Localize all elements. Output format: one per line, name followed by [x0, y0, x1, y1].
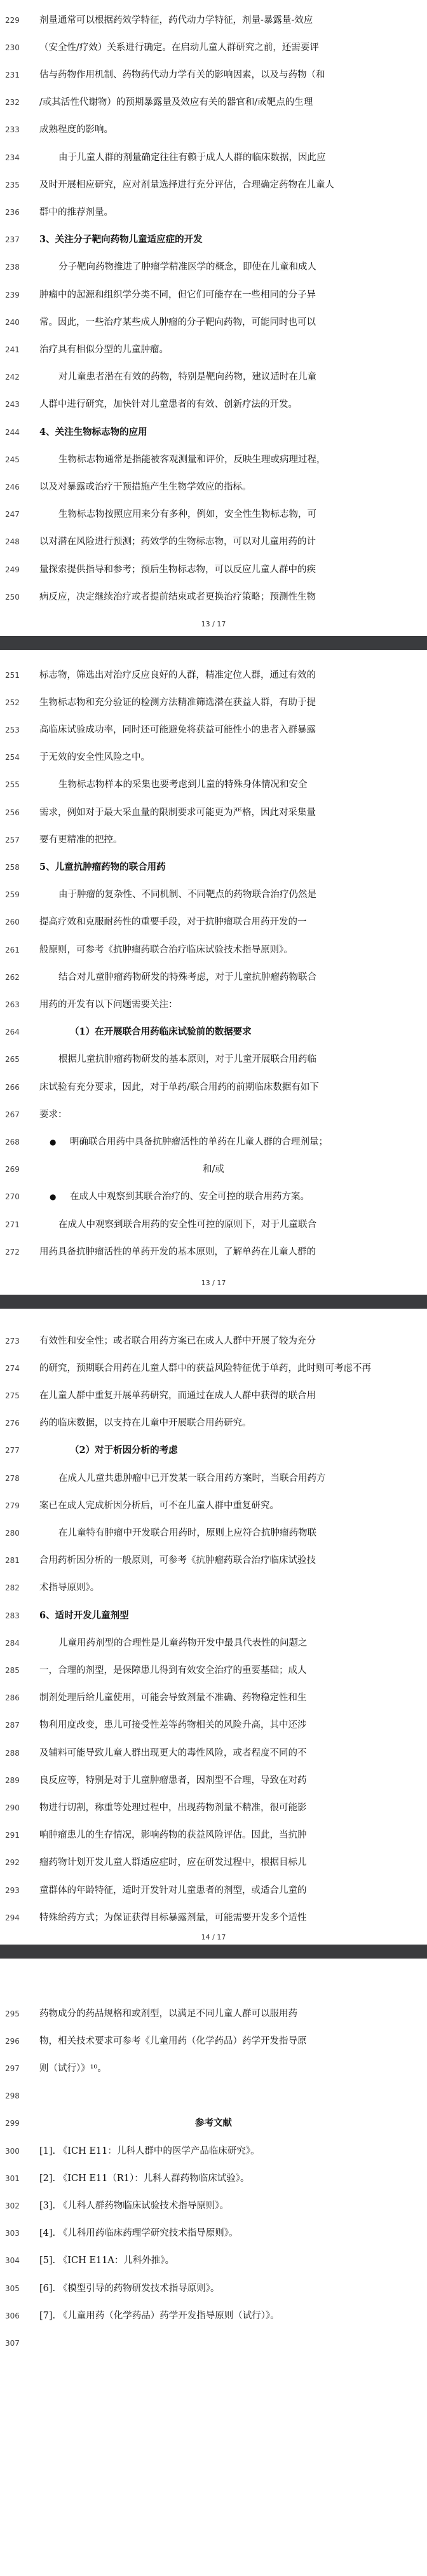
line-number: 306	[5, 2311, 20, 2320]
document-page	[0, 0, 427, 636]
line-number: 257	[5, 835, 20, 844]
line-text: 要求：	[39, 1109, 67, 1120]
line-text: 以对潜在风险进行预测；药效学的生物标志物，可以对儿童用药的计	[39, 537, 316, 548]
line-text: 及辅料可能导致儿童人群出现更大的毒性风险，或者程度不同的不	[39, 1747, 307, 1758]
page-separator	[0, 1295, 427, 1309]
document-line	[0, 476, 427, 497]
line-number: 266	[5, 1082, 20, 1092]
line-text: 用药具备抗肿瘤活性的单药开发的基本原则，了解单药在儿童人群的	[39, 1246, 316, 1257]
document-line	[0, 1715, 427, 1736]
line-number: 265	[5, 1055, 20, 1064]
line-text: 成熟程度的影响。	[39, 125, 113, 135]
line-number: 263	[5, 1000, 20, 1009]
line-number: 255	[5, 780, 20, 790]
line-text: （安全性/疗效）关系进行确定。在启动儿童人群研究之前，还需要评	[39, 42, 319, 53]
line-text: 药的临床数据，以支持在儿童中开展联合用药研究。	[39, 1418, 252, 1429]
document-page	[0, 650, 427, 1295]
line-text: 5、儿童抗肿瘤药物的联合用药	[39, 861, 166, 872]
document-line	[0, 1578, 427, 1599]
line-number: 293	[5, 1885, 20, 1895]
document-line	[0, 1214, 427, 1235]
line-number: 275	[5, 1391, 20, 1400]
line-number: 250	[5, 592, 20, 602]
line-number: 247	[5, 510, 20, 520]
line-number: 243	[5, 400, 20, 410]
document-line	[0, 1852, 427, 1873]
document-line	[0, 939, 427, 960]
document-page	[0, 1309, 427, 1945]
line-text: 物，相关技术要求可参考《儿童用药（化学药品）药学开发指导原	[39, 2035, 307, 2046]
line-number: 271	[5, 1220, 20, 1229]
document-line	[0, 719, 427, 740]
line-text: [3]. 《儿科人群药物临床试验技术指导原则》。	[39, 2200, 229, 2211]
line-number: 239	[5, 290, 20, 300]
line-number: 241	[5, 345, 20, 354]
document-line	[0, 885, 427, 906]
document-line	[0, 422, 427, 443]
document-line	[0, 312, 427, 333]
document-line	[0, 2058, 427, 2079]
line-text: 以及对暴露或治疗干预措施产生生物学效应的指标。	[39, 481, 252, 492]
document-line	[0, 120, 427, 141]
line-text: 参考文献	[195, 2118, 232, 2129]
line-number: 248	[5, 537, 20, 547]
line-number: 307	[5, 2338, 20, 2348]
line-text: 明确联合用药中具备抗肿瘤活性的单药在儿童人群的合理剂量；	[70, 1136, 328, 1147]
line-text: 标志物，筛选出对治疗反应良好的人群，精准定位人群，通过有效的	[39, 670, 316, 680]
document-line	[0, 339, 427, 360]
line-number: 296	[5, 2036, 20, 2046]
line-number: 258	[5, 862, 20, 872]
document-line	[0, 147, 427, 168]
line-number: 282	[5, 1583, 20, 1593]
document-line	[0, 367, 427, 388]
document-line	[0, 1440, 427, 1461]
document-page	[0, 1959, 427, 2576]
document-line	[0, 2278, 427, 2299]
line-number: 305	[5, 2283, 20, 2293]
line-text: 提高疗效和克服耐药性的重要手段，对于抗肿瘤联合用药开发的一	[39, 917, 307, 928]
line-number: 274	[5, 1363, 20, 1373]
line-number: 240	[5, 317, 20, 327]
line-text: 高临床试验成功率，同时还可能避免将获益可能性小的患者入群暴露	[39, 724, 316, 735]
line-text: 由于儿童人群的剂量确定往往有赖于成人人群的临床数据，因此应	[58, 152, 326, 163]
line-text: 及时开展相应研究，应对剂量选择进行充分评估，合理确定药物在儿童人	[39, 179, 334, 190]
line-text: 在成人儿童共患肿瘤中已开发某一联合用药方案时，当联合用药方	[58, 1473, 326, 1484]
line-text: 剂量通常可以根据药效学特征，药代动力学特征，剂量-暴露量-效应	[39, 15, 313, 25]
page-separator	[0, 636, 427, 650]
document-line	[0, 2140, 427, 2161]
line-text: 在儿童特有肿瘤中开发联合用药时，原则上应符合抗肿瘤药物联	[58, 1527, 316, 1538]
document-line	[0, 586, 427, 607]
line-number: 264	[5, 1028, 20, 1037]
line-text: 6、适时开发儿童剂型	[39, 1609, 129, 1621]
line-number: 285	[5, 1665, 20, 1675]
page-number: 13 / 17	[201, 620, 226, 628]
line-text: 生物标志物通常是指能被客观测量和评价，反映生理或病理过程，	[58, 454, 326, 465]
document-line	[0, 775, 427, 796]
line-text: 分子靶向药物推进了肿瘤学精准医学的概念，即使在儿童和成人	[58, 262, 316, 273]
document-line	[0, 1330, 427, 1351]
line-number: 290	[5, 1803, 20, 1812]
line-text: 响肿瘤患儿的生存情况，影响药物的获益风险评估。因此，当抗肿	[39, 1830, 307, 1841]
document-line	[0, 64, 427, 85]
document-line	[0, 1413, 427, 1434]
line-number: 245	[5, 455, 20, 464]
document-line	[0, 394, 427, 415]
line-number: 295	[5, 2009, 20, 2018]
document-line	[0, 1104, 427, 1125]
document-line	[0, 2305, 427, 2326]
line-number: 297	[5, 2063, 20, 2073]
line-text: 儿童用药剂型的合理性是儿童药物开发中最具代表性的问题之	[58, 1637, 308, 1648]
line-number: 254	[5, 753, 20, 762]
line-text: 术指导原则》。	[39, 1583, 100, 1594]
line-number: 289	[5, 1775, 20, 1785]
line-number: 236	[5, 207, 20, 217]
document-line	[0, 1159, 427, 1180]
document-line	[0, 257, 427, 278]
line-number: 267	[5, 1110, 20, 1119]
document-line	[0, 1797, 427, 1818]
line-number: 291	[5, 1831, 20, 1840]
line-number: 279	[5, 1501, 20, 1510]
line-number: 276	[5, 1419, 20, 1428]
document-line	[0, 92, 427, 113]
line-text: 需求，例如对于最大采血量的限制要求可能更为严格，因此对采集量	[39, 807, 316, 818]
document-line	[0, 994, 427, 1015]
line-number: 287	[5, 1721, 20, 1730]
line-text: 估与药物作用机制、药物药代动力学有关的影响因素，以及与药物（和	[39, 69, 325, 80]
line-number: 231	[5, 70, 20, 79]
line-number: 249	[5, 565, 20, 574]
line-text: [6]. 《模型引导的药物研发技术指导原则》。	[39, 2283, 220, 2294]
page-number: 13 / 17	[201, 1279, 226, 1287]
line-number: 284	[5, 1638, 20, 1648]
document-line	[0, 10, 427, 31]
document-line	[0, 37, 427, 58]
line-text: （1）在开展联合用药临床试验前的数据要求	[70, 1026, 252, 1038]
line-text: /或其活性代谢物）的预期暴露量及效应有关的器官和/或靶点的生理	[39, 97, 313, 108]
line-text: （2）对于析因分析的考虑	[70, 1445, 178, 1456]
line-text: 根据儿童抗肿瘤药物研发的基本原则，对于儿童开展联合用药临	[58, 1054, 316, 1065]
line-number: 304	[5, 2256, 20, 2266]
line-text: 床试验有充分要求，因此，对于单药/联合用药的前期临床数据有如下	[39, 1082, 319, 1092]
document-line	[0, 1688, 427, 1709]
line-text: 3、关注分子靶向药物儿童适应症的开发	[39, 234, 203, 245]
document-line	[0, 912, 427, 933]
line-text: 生物标志物样本的采集也要考虑到儿童的特殊身体情况和安全	[58, 780, 308, 790]
document-line	[0, 1385, 427, 1406]
document-line	[0, 1495, 427, 1516]
line-text: [4]. 《儿科用药临床药理学研究技术指导原则》。	[39, 2228, 238, 2239]
line-number: 283	[5, 1611, 20, 1620]
line-number: 234	[5, 153, 20, 162]
page-separator	[0, 1945, 427, 1959]
document-line	[0, 1022, 427, 1043]
document-line	[0, 1468, 427, 1489]
line-text: 的研究，预期联合用药在儿童人群中的获益风险特征优于单药，此时则可考虑不再	[39, 1363, 371, 1374]
document-line	[0, 1770, 427, 1791]
line-text: 药物成分的药品规格和或剂型，以满足不同儿童人群可以服用药	[39, 2008, 297, 2019]
line-text: [2]. 《ICH E11（R1）：儿科人群药物临床试验》。	[39, 2173, 250, 2184]
document-line	[0, 665, 427, 685]
line-number: 230	[5, 43, 20, 52]
document-line	[0, 532, 427, 553]
document-line	[0, 747, 427, 768]
line-number: 292	[5, 1858, 20, 1868]
line-number: 233	[5, 125, 20, 135]
document-line	[0, 1660, 427, 1681]
line-text: 特殊给药方式；为保证获得目标暴露剂量，可能需要开发多个适性	[39, 1912, 307, 1923]
document-line	[0, 504, 427, 525]
document-line	[0, 202, 427, 223]
line-text: 合用药析因分析的一般原则，可参考《抗肿瘤药联合治疗临床试验技	[39, 1555, 316, 1566]
line-number: 260	[5, 918, 20, 927]
line-number: 302	[5, 2201, 20, 2210]
document-line	[0, 1077, 427, 1098]
line-text: 在成人中观察到其联合治疗的、安全可控的联合用药方案。	[70, 1192, 309, 1202]
line-text: 案已在成人完成析因分析后，可不在儿童人群中重复研究。	[39, 1500, 279, 1511]
line-number: 272	[5, 1247, 20, 1257]
line-number: 262	[5, 972, 20, 982]
line-number: 278	[5, 1473, 20, 1483]
line-text: 用药的开发有以下问题需要关注：	[39, 999, 178, 1010]
document-line	[0, 1550, 427, 1571]
document-line	[0, 1049, 427, 1070]
line-number: 300	[5, 2146, 20, 2156]
line-number: 286	[5, 1693, 20, 1703]
document-line	[0, 2003, 427, 2024]
line-number: 277	[5, 1446, 20, 1456]
document-line	[0, 2086, 427, 2107]
bullet-icon: ●	[50, 1192, 57, 1202]
line-text: 常。因此，一些治疗某些成人肿瘤的分子靶向药物，可能同时也可以	[39, 317, 316, 327]
line-text: 量探索提供指导和参考；预后生物标志物，可以反应儿童人群中的疾	[39, 564, 316, 575]
line-text: 群中的推荐剂量。	[39, 207, 113, 217]
line-text: [1]. 《ICH E11：儿科人群中的医学产品临床研究》。	[39, 2146, 260, 2156]
line-number: 232	[5, 98, 20, 107]
line-text: 在成人中观察到联合用药的安全性可控的原则下，对于儿童联合	[58, 1219, 316, 1230]
document-line	[0, 2223, 427, 2244]
document-line	[0, 2332, 427, 2353]
line-number: 244	[5, 427, 20, 437]
document-line	[0, 1131, 427, 1152]
line-number: 251	[5, 670, 20, 680]
line-text: 一，合理的剂型，是保障患儿得到有效安全治疗的重要基础；成人	[39, 1665, 307, 1676]
document-line	[0, 1880, 427, 1901]
line-text: 在儿童人群中重复开展单药研究，而通过在成人人群中获得的联合用	[39, 1390, 316, 1401]
line-number: 253	[5, 725, 20, 734]
line-text: 病反应，决定继续治疗或者提前结束或者更换治疗策略；预测性生物	[39, 591, 316, 602]
line-text: 和/或	[203, 1164, 224, 1175]
line-text: [5]. 《ICH E11A：儿科外推》。	[39, 2256, 175, 2266]
document-line	[0, 692, 427, 713]
document-line	[0, 1605, 427, 1626]
line-text: 童群体的年龄特征，适时开发针对儿童患者的剂型，或适合儿童的	[39, 1885, 307, 1896]
line-number: 259	[5, 890, 20, 900]
document-line	[0, 2195, 427, 2216]
document-line	[0, 1241, 427, 1262]
line-number: 298	[5, 2091, 20, 2101]
line-number: 246	[5, 482, 20, 492]
document-line	[0, 829, 427, 850]
line-number: 242	[5, 373, 20, 382]
line-text: 人群中进行研究，加快针对儿童患者的有效、创新疗法的开发。	[39, 399, 297, 410]
document-line	[0, 1825, 427, 1846]
line-text: [7]. 《儿童用药（化学药品）药学开发指导原则（试行）》。	[39, 2310, 280, 2321]
line-text: 则（试行）》¹⁰。	[39, 2063, 107, 2074]
document-line	[0, 559, 427, 580]
document-line	[0, 449, 427, 470]
line-number: 238	[5, 263, 20, 272]
line-number: 256	[5, 808, 20, 817]
document-line	[0, 1907, 427, 1928]
document-line	[0, 1632, 427, 1653]
document-line	[0, 802, 427, 823]
document-line	[0, 284, 427, 305]
document-line	[0, 2168, 427, 2189]
line-text: 生物标志物和充分验证的检测方法精准筛选潜在获益人群，有助于提	[39, 697, 316, 708]
line-number: 273	[5, 1336, 20, 1346]
line-text: 治疗具有相似分型的儿童肿瘤。	[39, 344, 168, 355]
line-number: 269	[5, 1165, 20, 1174]
document-line	[0, 2030, 427, 2051]
line-number: 281	[5, 1556, 20, 1566]
line-number: 237	[5, 235, 20, 245]
line-text: 有效性和安全性；或者联合用药方案已在成人人群中开展了较为充分	[39, 1335, 316, 1346]
line-text: 良反应等，特别是对于儿童肿瘤患者，因剂型不合理，导致在对药	[39, 1775, 307, 1786]
line-number: 299	[5, 2119, 20, 2128]
document-line	[0, 857, 427, 878]
line-number: 229	[5, 15, 20, 25]
line-number: 235	[5, 180, 20, 189]
page-number: 14 / 17	[201, 1933, 226, 1941]
line-text: 般原则，可参考《抗肿瘤药联合治疗临床试验技术指导原则》。	[39, 944, 293, 955]
line-text: 物进行切割，称重等处理过程中，出现药物剂量不精准，很可能影	[39, 1802, 307, 1813]
line-text: 由于肿瘤的复杂性、不同机制、不同靶点的药物联合治疗仍然是	[58, 890, 316, 900]
document-line	[0, 2113, 427, 2134]
bullet-icon: ●	[50, 1137, 57, 1147]
line-number: 288	[5, 1748, 20, 1758]
line-number: 294	[5, 1913, 20, 1922]
document-line	[0, 174, 427, 195]
line-number: 303	[5, 2229, 20, 2238]
document-line	[0, 1187, 427, 1208]
document-line	[0, 230, 427, 251]
line-text: 要有更精准的把控。	[39, 834, 123, 845]
document-line	[0, 1522, 427, 1543]
line-number: 280	[5, 1528, 20, 1538]
line-text: 制剂处理后给儿童使用，可能会导致剂量不准确、药物稳定性和生	[39, 1693, 307, 1704]
line-text: 生物标志物按照应用来分有多种，例如，安全性生物标志物，可	[58, 509, 316, 520]
line-text: 于无效的安全性风险之中。	[39, 752, 150, 763]
document-line	[0, 1742, 427, 1763]
line-text: 瘤药物计划开发儿童人群适应症时，应在研发过程中，根据目标儿	[39, 1857, 307, 1868]
line-number: 261	[5, 945, 20, 954]
document-line	[0, 967, 427, 988]
line-text: 物利用度改变，患儿可接受性差等药物相关的风险升高，其中还涉	[39, 1720, 307, 1731]
line-text: 4、关注生物标志物的应用	[39, 426, 147, 437]
line-text: 结合对儿童肿瘤药物研发的特殊考虑，对于儿童抗肿瘤药物联合	[58, 972, 316, 982]
line-number: 270	[5, 1192, 20, 1202]
line-number: 252	[5, 698, 20, 707]
document-line	[0, 1358, 427, 1379]
line-text: 肿瘤中的起源和组织学分类不同，但它们可能存在一些相同的分子异	[39, 289, 316, 300]
line-text: 对儿童患者潜在有效的药物，特别是靶向药物，建议适时在儿童	[58, 372, 316, 383]
line-number: 301	[5, 2173, 20, 2183]
document-line	[0, 2250, 427, 2271]
line-number: 268	[5, 1137, 20, 1147]
